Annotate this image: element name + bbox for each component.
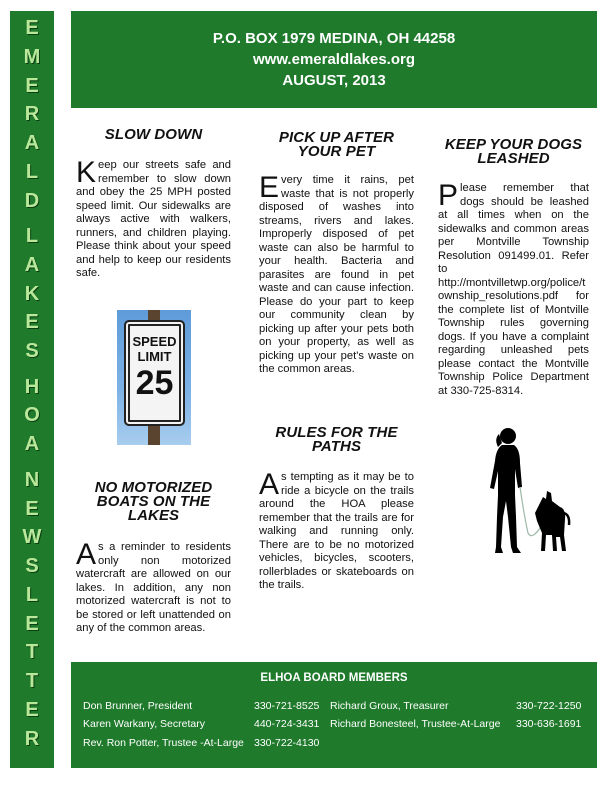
pick-up-title: [259, 131, 414, 159]
sign-limit-text: LIMIT: [137, 349, 172, 364]
masthead-letter: E: [25, 17, 39, 39]
board-members-footer: [71, 662, 597, 768]
rules-paths-article: [259, 426, 414, 593]
masthead-letter: W: [22, 526, 42, 549]
masthead-letter: T: [25, 641, 39, 664]
member-phone: 440-724-3431: [254, 718, 320, 730]
no-boats-title: [76, 481, 231, 523]
drop-cap: A: [259, 468, 280, 501]
header-banner: [71, 11, 597, 108]
rules-paths-title-line2: PATHS: [311, 438, 362, 455]
date-line: AUGUST, 2013: [282, 72, 386, 89]
no-boats-title-line2: BOATS ON THE: [96, 493, 211, 510]
pick-up-text: [259, 171, 414, 377]
member-name: Don Brunner, President: [83, 700, 193, 712]
slow-down-body: eep our streets safe and remember to slow down and obey the 25 MPH posted speed limit. Our sidewalks are always active with walkers, runners, and children playing. Please think about your speed and help to keep our residents safe.: [76, 159, 231, 279]
drop-cap: E: [259, 171, 280, 204]
board-title: ELHOA BOARD MEMBERS: [260, 672, 408, 684]
no-boats-title-line3: LAKES: [127, 507, 180, 524]
masthead-letter: E: [25, 311, 39, 334]
slow-down-title: SLOW DOWN: [104, 126, 203, 143]
member-name: Rev. Ron Potter, Trustee -At-Large: [83, 737, 244, 749]
masthead-letter: E: [25, 497, 39, 520]
pick-up-body: very time it rains, pet waste that is not properly disposed of washes into streams, rivers and lakes. Improperly disposed of pet waste can also be harmful to your health. Bacteria and parasites are found in pet waste and can cause infection. Please do your part to keep our community clean by picking up after your pets both on your property, as well as picking up your pet's waste on the common areas.: [259, 174, 414, 375]
rules-paths-text: [259, 468, 414, 593]
dog-walker-silhouette: [480, 425, 572, 557]
drop-cap: A: [76, 538, 97, 571]
vertical-masthead: [10, 11, 54, 768]
masthead-letter: L: [25, 583, 39, 606]
masthead-letter: D: [24, 189, 40, 212]
masthead-letter: O: [24, 404, 40, 427]
masthead-letter: L: [25, 160, 39, 183]
no-boats-article: [76, 481, 231, 636]
masthead-letter: A: [24, 132, 40, 155]
sign-speed-text: SPEED: [132, 334, 177, 349]
masthead-letter: H: [24, 375, 40, 398]
sign-number-text: 25: [135, 364, 174, 402]
masthead-letter: T: [25, 670, 39, 693]
masthead-letter: E: [25, 698, 39, 721]
pick-up-title-line2: YOUR PET: [297, 143, 376, 160]
keep-dogs-text: [438, 179, 589, 398]
masthead-letter: R: [24, 727, 40, 750]
address-line: P.O. BOX 1979 MEDINA, OH 44258: [212, 30, 456, 47]
masthead-letter: E: [25, 612, 39, 635]
member-phone: 330-722-4130: [254, 737, 320, 749]
keep-dogs-title-line1: KEEP YOUR DOGS: [444, 136, 583, 153]
masthead-letter: S: [25, 340, 39, 363]
no-boats-text: [76, 538, 231, 636]
masthead-letter: M: [23, 45, 41, 68]
no-boats-body: s a reminder to residents only non motorized watercraft are allowed on our lakes. In addition, any non motorized watercraft is not to be stored or left unattended on any of the common areas.: [76, 541, 231, 634]
slow-down-article: [76, 128, 231, 281]
masthead-letter: S: [25, 555, 39, 578]
drop-cap: K: [76, 156, 97, 189]
masthead-letter: L: [25, 225, 39, 248]
slow-down-text: [76, 156, 231, 281]
masthead-letter: A: [24, 253, 40, 276]
keep-dogs-title-line2: LEASHED: [477, 150, 550, 167]
pick-up-article: [259, 131, 414, 377]
member-phone: 330-721-8525: [254, 700, 320, 712]
website-line: www.emeraldlakes.org: [252, 51, 415, 68]
rules-paths-title: [259, 426, 414, 454]
member-name: Richard Bonesteel, Trustee-At-Large: [330, 718, 501, 730]
masthead-letter: R: [24, 103, 40, 126]
no-boats-title-line1: NO MOTORIZED: [94, 479, 213, 496]
rules-paths-title-line1: RULES FOR THE: [275, 424, 398, 441]
pick-up-title-line1: PICK UP AFTER: [278, 129, 395, 146]
keep-dogs-body: lease remember that dogs should be leashed at all times when on the sidewalks and common areas per Montville Township Resolution 091499.01. Refer to http://montvilletwp.org/police/township_resolutions.pdf for the complete list of Montville Township rules governing dogs. If you have a complaint regarding unleashed pets please contact the Montville Township Police Department at 330-725-8314.: [438, 182, 589, 397]
keep-dogs-title: [438, 138, 589, 166]
masthead-letter: A: [24, 433, 40, 456]
speed-limit-sign-photo: [117, 310, 191, 445]
rules-paths-body: s tempting as it may be to ride a bicycle on the trails around the HOA please remember that the trails are for walking and running only. There are to be no motorized vehicles, bicycles, scooters, rollerblades or skateboards on the trails.: [259, 471, 414, 591]
masthead-letter: K: [24, 282, 40, 305]
keep-dogs-article: [438, 138, 589, 398]
member-name: Richard Groux, Treasurer: [330, 700, 449, 712]
drop-cap: P: [438, 179, 459, 212]
member-phone: 330-722-1250: [516, 700, 582, 712]
member-name: Karen Warkany, Secretary: [83, 718, 205, 730]
speed-limit-sign: [124, 320, 185, 426]
masthead-letter: N: [24, 468, 40, 491]
masthead-letter: E: [25, 74, 39, 97]
member-phone: 330-636-1691: [516, 718, 582, 730]
